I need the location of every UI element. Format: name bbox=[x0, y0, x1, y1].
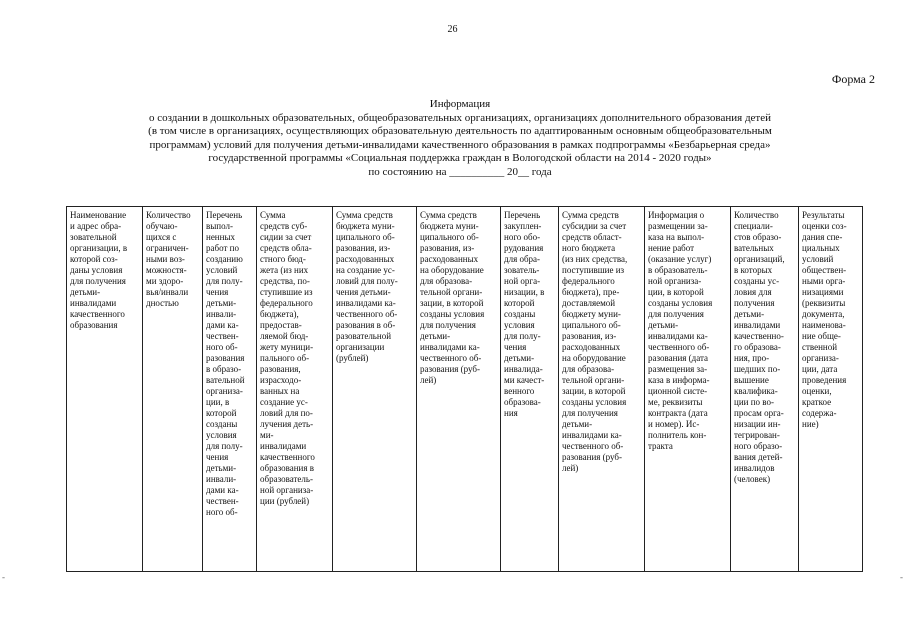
column-header-specialists-count: Количество специали- стов образо- вательных организаций, в которых созданы ус- ловия для получения детьми- инвалидами качественно- го образова- ния, про- шедших по- вышение квалифика- ции по во- просам орга- низации ин- тегрирован- ного образо- вания детей- инвалидов (человек) bbox=[731, 207, 799, 572]
heading-date-line: по состоянию на __________ 20__ года bbox=[368, 165, 552, 178]
column-header-municipal-budget: Сумма средств бюджета муни- ципального об- разования, из- расходованных на создание ус- ловий для полу- чения детьми- инвалидами ка- чественного об- разования в об- разовательной организации (рублей) bbox=[333, 207, 417, 572]
heading-line: программам) условий для получения детьми-инвалидами качественного образования в рамках подпрограммы «Безбарьерная среда» bbox=[149, 138, 771, 151]
column-header-subsidy-equipment: Сумма средств субсидии за счет средств област- ного бюджета (из них средства, поступившие из федерального бюджета), пре- доставляемой бюджету муни- ципального об- разования, из- расходованных на оборудование для образова- тельной органи- зации, в которой созданы условия для получения детьми- инвалидами ка- чественного об- разования (руб- лей) bbox=[559, 207, 645, 572]
column-header-works-list: Перечень выпол- ненных работ по созданию условий для полу- чения детьми- инвали- дами ка- чествен- ного об- разования в образо- вательной организа- ции, в которой созданы условия для полу- чения детьми- инвали- дами ка- чествен- ного об- bbox=[203, 207, 257, 572]
column-header-assessment-results: Результаты оценки соз- дания спе- циальных условий обществен- ными орга- низациями (реквизиты документа, наименова- ние обще- ственной организа- ции, дата проведения оценки, краткое содержа- ние) bbox=[799, 207, 863, 572]
column-header-organization: Наименование и адрес обра- зовательной организации, в которой соз- даны условия для получения детьми- инвалидами качественного образования bbox=[67, 207, 143, 572]
document-title: Информация bbox=[429, 98, 491, 110]
heading-line: о создании в дошкольных образовательных, общеобразовательных организациях, организациях дополнительного образования детей bbox=[148, 111, 771, 124]
report-table bbox=[66, 206, 863, 572]
form-label: Форма 2 bbox=[831, 72, 875, 86]
page-number: 26 bbox=[447, 24, 458, 35]
right-margin-mark: - bbox=[900, 572, 903, 582]
column-header-equipment-list: Перечень закуплен- ного обо- рудования для обра- зователь- ной орга- низации, в которой созданы условия для полу- чения детьми- инвалида- ми качест- венного образова- ния bbox=[501, 207, 559, 572]
heading-line: государственной программы «Социальная поддержка граждан в Вологодской области на 2014 - 2020 годы» bbox=[208, 152, 712, 164]
column-header-students-count: Количество обучаю- щихся с ограничен- ными воз- можностя- ми здоро- вья/инвали дностью bbox=[143, 207, 203, 572]
column-header-subsidy-amount: Сумма средств суб- сидии за счет средств обла- стного бюд- жета (из них средства, по- ступившие из федерального бюджета), предостав- ляемой бюд- жету муници- пального об- разования, израсходо- ванных на создание ус- ловий для по- лучения деть- ми- инвалидами качественного образования в образователь- ной организа- ции (рублей) bbox=[257, 207, 333, 572]
heading-line: (в том числе в организациях, осуществляющих образовательную деятельность по адаптированным основным общеобразовательным bbox=[148, 125, 772, 137]
document-heading bbox=[60, 98, 860, 179]
column-header-municipal-equipment: Сумма средств бюджета муни- ципального об- разования, из- расходованных на оборудование для образова- тельной органи- зации, в которой созданы условия для получения детьми- инвалидами ка- чественного об- разования (руб- лей) bbox=[417, 207, 501, 572]
table-header-row bbox=[67, 207, 863, 572]
left-margin-mark: - bbox=[2, 572, 5, 582]
column-header-order-info: Информация о размещении за- каза на выпол- нение работ (оказание услуг) в образователь- ной организа- ции, в которой созданы условия для получения детьми- инвалидами ка- чественного об- разования (дата размещения за- каза в информа- ционной систе- ме, реквизиты контракта (дата и номер). Ис- полнитель кон- тракта bbox=[645, 207, 731, 572]
